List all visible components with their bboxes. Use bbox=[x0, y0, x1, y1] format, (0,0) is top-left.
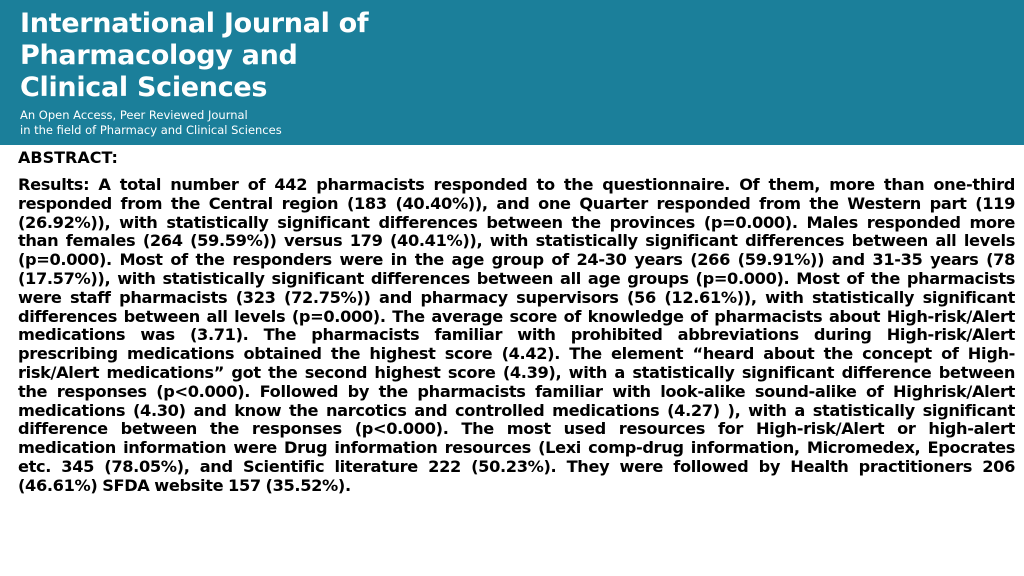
abstract-results-paragraph bbox=[18, 176, 1015, 496]
abstract-section bbox=[18, 148, 1015, 496]
journal-title-line: International Journal of bbox=[20, 8, 369, 39]
journal-subtitle-line: An Open Access, Peer Reviewed Journal bbox=[20, 108, 248, 122]
journal-subtitle bbox=[20, 108, 282, 138]
journal-title bbox=[20, 8, 368, 104]
abstract-heading: ABSTRACT: bbox=[18, 148, 118, 167]
journal-subtitle-line: in the field of Pharmacy and Clinical Sciences bbox=[20, 123, 282, 137]
journal-title-line: Clinical Sciences bbox=[20, 72, 268, 103]
results-label: Results: bbox=[18, 175, 90, 194]
journal-title-line: Pharmacology and bbox=[20, 40, 298, 71]
journal-header bbox=[0, 0, 1024, 145]
results-text: A total number of 442 pharmacists responded to the questionnaire. Of them, more than one-third responded from the Central region (183 (40.40%)), and one Quarter responded from the Western part (119 (26.92%)), with statistically significant differences between the provinces (p=0.000). Males responded more than females (264 (59.59%)) versus 179 (40.41%)), with statistically significant differences between all levels (p=0.000). Most of the responders were in the age group of 24-30 years (266 (59.91%)) and 31-35 years (78 (17.57%)), with statistically significant differences between all age groups (p=0.000). Most of the pharmacists were staff pharmacists (323 (72.75%)) and pharmacy supervisors (56 (12.61%)), with statistically significant differences between all levels (p=0.000). The average score of knowledge of pharmacists about High-risk/Alert medications was (3.71). The pharmacists familiar with prohibited abbreviations during High-risk/Alert prescribing medications obtained the highest score (4.42). The element “heard about the concept of High-risk/Alert medications” got the second highest score (4.39), with a statistically significant difference between the responses (p<0.000). Followed by the pharmacists familiar with look-alike sound-alike of Highrisk/Alert medications (4.30) and know the narcotics and controlled medications (4.27) ), with a statistically significant difference between the responses (p<0.000). The most used resources for High-risk/Alert or high-alert medication information were Drug information resources (Lexi comp-drug information, Micromedex, Epocrates etc. 345 (78.05%), and Scientific literature 222 (50.23%). They were followed by Health practitioners 206 (46.61%) SFDA website 157 (35.52%). bbox=[18, 175, 1015, 495]
